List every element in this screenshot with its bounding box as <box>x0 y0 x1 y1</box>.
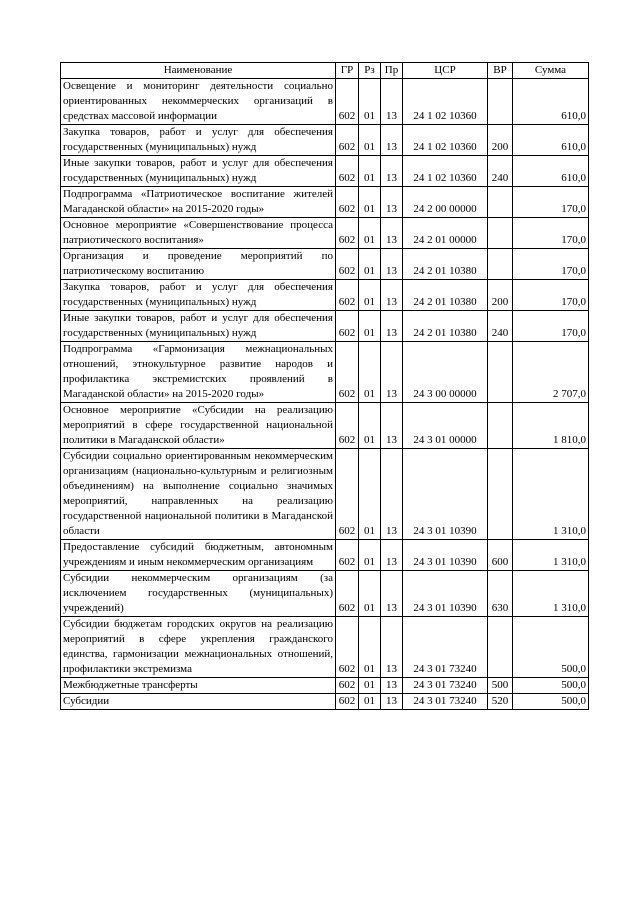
cell-name: Предоставление субсидий бюджетным, автономным учреждениям и иным некоммерческим организациям <box>61 540 336 571</box>
cell-sum: 1 310,0 <box>513 449 589 540</box>
table-row <box>61 678 589 694</box>
table-row <box>61 403 589 449</box>
cell-csr: 24 1 02 10360 <box>403 156 488 187</box>
header-gr: ГР <box>336 63 359 79</box>
cell-sum: 170,0 <box>513 187 589 218</box>
cell-gr: 602 <box>336 187 359 218</box>
table-row <box>61 540 589 571</box>
cell-csr: 24 2 01 10380 <box>403 280 488 311</box>
cell-gr: 602 <box>336 571 359 617</box>
table-row <box>61 449 589 540</box>
cell-sum: 610,0 <box>513 79 589 125</box>
table-row <box>61 342 589 403</box>
cell-pr: 13 <box>381 156 403 187</box>
table-row <box>61 218 589 249</box>
cell-name: Основное мероприятие «Субсидии на реализацию мероприятий в сфере государственной национальной политики в Магаданской области» <box>61 403 336 449</box>
table-row <box>61 79 589 125</box>
cell-pr: 13 <box>381 79 403 125</box>
cell-csr: 24 3 00 00000 <box>403 342 488 403</box>
cell-name: Иные закупки товаров, работ и услуг для обеспечения государственных (муниципальных) нужд <box>61 156 336 187</box>
cell-gr: 602 <box>336 311 359 342</box>
header-csr: ЦСР <box>403 63 488 79</box>
cell-csr: 24 2 01 00000 <box>403 218 488 249</box>
header-name: Наименование <box>61 63 336 79</box>
cell-sum: 500,0 <box>513 617 589 678</box>
cell-rz: 01 <box>359 218 381 249</box>
table-row <box>61 617 589 678</box>
cell-vr <box>488 218 513 249</box>
cell-rz: 01 <box>359 187 381 218</box>
cell-sum: 500,0 <box>513 694 589 710</box>
cell-vr: 630 <box>488 571 513 617</box>
cell-sum: 1 310,0 <box>513 540 589 571</box>
cell-vr <box>488 617 513 678</box>
cell-rz: 01 <box>359 678 381 694</box>
cell-rz: 01 <box>359 540 381 571</box>
cell-name: Субсидии некоммерческим организациям (за исключением государственных (муниципальных) учреждений) <box>61 571 336 617</box>
table-row <box>61 156 589 187</box>
cell-sum: 170,0 <box>513 311 589 342</box>
header-pr: Пр <box>381 63 403 79</box>
cell-sum: 1 310,0 <box>513 571 589 617</box>
cell-csr: 24 3 01 73240 <box>403 617 488 678</box>
header-sum: Сумма <box>513 63 589 79</box>
cell-pr: 13 <box>381 187 403 218</box>
cell-vr: 240 <box>488 311 513 342</box>
cell-vr <box>488 403 513 449</box>
cell-pr: 13 <box>381 694 403 710</box>
cell-sum: 610,0 <box>513 125 589 156</box>
cell-gr: 602 <box>336 678 359 694</box>
cell-name: Закупка товаров, работ и услуг для обеспечения государственных (муниципальных) нужд <box>61 280 336 311</box>
cell-name: Организация и проведение мероприятий по патриотическому воспитанию <box>61 249 336 280</box>
cell-name: Субсидии <box>61 694 336 710</box>
cell-name: Подпрограмма «Гармонизация межнациональных отношений, этнокультурное развитие народов и профилактика экстремистских проявлений в Магаданской области» на 2015-2020 годы» <box>61 342 336 403</box>
cell-name: Субсидии бюджетам городских округов на реализацию мероприятий в сфере укрепления гражданского единства, гармонизации межнациональных отношений, профилактики экстремизма <box>61 617 336 678</box>
cell-csr: 24 1 02 10360 <box>403 125 488 156</box>
cell-name: Подпрограмма «Патриотическое воспитание жителей Магаданской области» на 2015-2020 годы» <box>61 187 336 218</box>
cell-csr: 24 3 01 73240 <box>403 694 488 710</box>
cell-gr: 602 <box>336 249 359 280</box>
cell-rz: 01 <box>359 125 381 156</box>
cell-rz: 01 <box>359 79 381 125</box>
cell-sum: 170,0 <box>513 249 589 280</box>
cell-rz: 01 <box>359 403 381 449</box>
table-row <box>61 280 589 311</box>
cell-pr: 13 <box>381 403 403 449</box>
cell-gr: 602 <box>336 403 359 449</box>
cell-rz: 01 <box>359 311 381 342</box>
cell-name: Иные закупки товаров, работ и услуг для обеспечения государственных (муниципальных) нужд <box>61 311 336 342</box>
cell-csr: 24 1 02 10360 <box>403 79 488 125</box>
cell-vr: 500 <box>488 678 513 694</box>
cell-pr: 13 <box>381 218 403 249</box>
cell-gr: 602 <box>336 617 359 678</box>
cell-csr: 24 3 01 10390 <box>403 540 488 571</box>
cell-gr: 602 <box>336 280 359 311</box>
cell-pr: 13 <box>381 280 403 311</box>
table-row <box>61 249 589 280</box>
cell-vr <box>488 249 513 280</box>
cell-rz: 01 <box>359 571 381 617</box>
cell-csr: 24 2 00 00000 <box>403 187 488 218</box>
cell-rz: 01 <box>359 449 381 540</box>
cell-name: Субсидии социально ориентированным некоммерческим организациям (национально-культурным и религиозным объединениям) на выполнение социально значимых мероприятий, направленных на реализацию государственной национальной политики в Магаданской области <box>61 449 336 540</box>
cell-vr: 200 <box>488 125 513 156</box>
cell-sum: 2 707,0 <box>513 342 589 403</box>
cell-vr <box>488 187 513 218</box>
budget-table <box>60 62 589 710</box>
header-vr: ВР <box>488 63 513 79</box>
cell-vr: 520 <box>488 694 513 710</box>
cell-gr: 602 <box>336 156 359 187</box>
cell-csr: 24 3 01 10390 <box>403 449 488 540</box>
table-row <box>61 187 589 218</box>
cell-pr: 13 <box>381 249 403 280</box>
cell-gr: 602 <box>336 79 359 125</box>
cell-gr: 602 <box>336 342 359 403</box>
cell-pr: 13 <box>381 617 403 678</box>
cell-vr <box>488 449 513 540</box>
cell-rz: 01 <box>359 342 381 403</box>
cell-pr: 13 <box>381 311 403 342</box>
header-rz: Рз <box>359 63 381 79</box>
cell-vr: 200 <box>488 280 513 311</box>
cell-pr: 13 <box>381 125 403 156</box>
cell-vr <box>488 79 513 125</box>
cell-gr: 602 <box>336 540 359 571</box>
cell-gr: 602 <box>336 125 359 156</box>
cell-name: Освещение и мониторинг деятельности социально ориентированных некоммерческих организаций в средствах массовой информации <box>61 79 336 125</box>
table-row <box>61 571 589 617</box>
cell-vr: 600 <box>488 540 513 571</box>
cell-sum: 170,0 <box>513 218 589 249</box>
cell-rz: 01 <box>359 249 381 280</box>
cell-rz: 01 <box>359 280 381 311</box>
cell-name: Межбюджетные трансферты <box>61 678 336 694</box>
cell-rz: 01 <box>359 617 381 678</box>
table-row <box>61 125 589 156</box>
cell-pr: 13 <box>381 449 403 540</box>
cell-pr: 13 <box>381 571 403 617</box>
cell-gr: 602 <box>336 218 359 249</box>
cell-rz: 01 <box>359 694 381 710</box>
cell-pr: 13 <box>381 540 403 571</box>
cell-pr: 13 <box>381 342 403 403</box>
cell-vr <box>488 342 513 403</box>
cell-csr: 24 2 01 10380 <box>403 311 488 342</box>
cell-csr: 24 3 01 00000 <box>403 403 488 449</box>
table-row <box>61 694 589 710</box>
cell-name: Основное мероприятие «Совершенствование процесса патриотического воспитания» <box>61 218 336 249</box>
cell-csr: 24 3 01 10390 <box>403 571 488 617</box>
cell-csr: 24 2 01 10380 <box>403 249 488 280</box>
cell-gr: 602 <box>336 449 359 540</box>
cell-sum: 610,0 <box>513 156 589 187</box>
cell-sum: 170,0 <box>513 280 589 311</box>
cell-csr: 24 3 01 73240 <box>403 678 488 694</box>
cell-rz: 01 <box>359 156 381 187</box>
cell-vr: 240 <box>488 156 513 187</box>
cell-sum: 1 810,0 <box>513 403 589 449</box>
cell-name: Закупка товаров, работ и услуг для обеспечения государственных (муниципальных) нужд <box>61 125 336 156</box>
cell-sum: 500,0 <box>513 678 589 694</box>
table-row <box>61 311 589 342</box>
cell-gr: 602 <box>336 694 359 710</box>
table-header-row <box>61 63 589 79</box>
cell-pr: 13 <box>381 678 403 694</box>
